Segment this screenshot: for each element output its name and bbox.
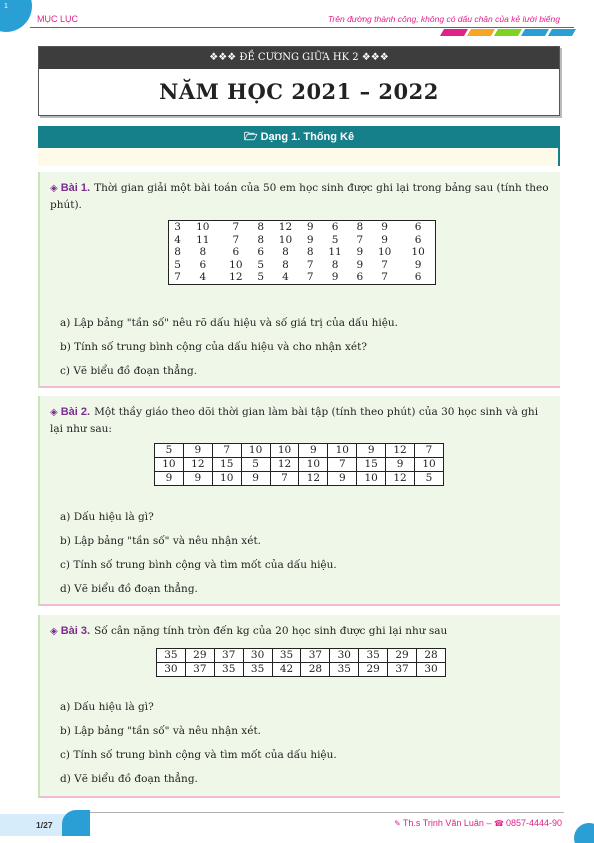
table-cell: 10 (328, 444, 357, 458)
table-cell: 15 (212, 458, 241, 472)
phone-number: 0857-4444-90 (505, 818, 562, 828)
table-row (169, 259, 436, 272)
table-row (155, 458, 444, 472)
stripe (440, 29, 468, 36)
page-corner-badge (0, 0, 32, 32)
header-motto: Trên đường thành công, không có dấu chân của kẻ lười biếng (327, 14, 560, 24)
exercise-card-2 (38, 396, 560, 606)
table-cell: 28 (417, 649, 446, 663)
table-cell: 7 (356, 233, 364, 246)
table-cell: 35 (330, 663, 359, 677)
table-cell: 12 (270, 458, 299, 472)
table-cell: 29 (185, 649, 214, 663)
table-cell: 29 (388, 649, 417, 663)
page-title: NĂM HỌC 2021 – 2022 (39, 69, 559, 115)
table-cell: 6 (414, 221, 422, 233)
table-row (169, 221, 436, 234)
section-header (38, 126, 560, 148)
table-cell: 8 (257, 221, 264, 233)
table-cell: 8 (257, 233, 264, 246)
question: b) Lập bảng "tần số" và nêu nhận xét. (60, 535, 261, 547)
table-row (157, 649, 446, 663)
diamond-arrows-icon: ◈ (50, 407, 58, 418)
exercise-prompt (40, 396, 560, 437)
table-cell: 9 (328, 472, 357, 486)
table-cell: 6 (257, 246, 264, 258)
table-cell: 6 (199, 258, 207, 271)
table-cell: 3 (174, 221, 181, 233)
page-number: 1/27 (0, 814, 74, 836)
table-cell: 7 (381, 258, 388, 271)
diamond-arrows-icon: ◈ (50, 183, 58, 194)
question: c) Tính số trung bình cộng và tìm mốt của dấu hiệu. (60, 749, 337, 761)
table-row (169, 234, 436, 247)
table-row (155, 444, 444, 458)
table-cell: 10 (411, 246, 425, 258)
table-cell: 7 (381, 271, 388, 283)
stripe (548, 29, 576, 36)
table-cell: 28 (301, 663, 330, 677)
table-cell: 8 (282, 246, 289, 258)
table-cell: 12 (386, 444, 415, 458)
table-cell: 12 (299, 472, 328, 486)
table-cell: 6 (232, 246, 240, 258)
table-cell: 8 (356, 221, 364, 233)
section-label: Dạng 1. Thống Kê (260, 131, 355, 143)
table-cell: 7 (174, 271, 181, 283)
table-cell: 6 (414, 233, 422, 246)
table-cell: 35 (214, 663, 243, 677)
table-cell: 9 (414, 258, 422, 271)
table-cell: 11 (328, 246, 342, 258)
table-cell: 8 (174, 246, 181, 258)
table-cell: 6 (331, 221, 339, 233)
table-cell: 7 (306, 271, 314, 283)
table-cell: 4 (282, 271, 289, 283)
table-cell: 8 (199, 246, 207, 258)
table-cell: 10 (299, 458, 328, 472)
table-cell: 9 (357, 444, 386, 458)
table-cell: 9 (155, 472, 184, 486)
table-cell: 4 (199, 271, 207, 283)
question: b) Lập bảng "tần số" và nêu nhận xét. (60, 725, 261, 737)
footer-divider (78, 812, 564, 813)
exercise-text: Số cân nặng tính tròn đến kg của 20 học sinh được ghi lại như sau (94, 625, 448, 637)
table-cell: 37 (301, 649, 330, 663)
table-cell: 7 (232, 233, 240, 246)
table-cell: 7 (415, 444, 444, 458)
table-cell: 5 (415, 472, 444, 486)
table-cell: 10 (212, 472, 241, 486)
table-cell: 9 (306, 233, 314, 246)
stripe (494, 29, 522, 36)
question: c) Vẽ biểu đồ đoạn thẳng. (60, 365, 198, 377)
table-cell: 35 (243, 663, 272, 677)
exercise-card-1 (38, 172, 560, 388)
exercise-prompt (40, 615, 560, 640)
footer-tab (62, 810, 90, 836)
table-cell: 9 (356, 258, 364, 271)
table-cell: 5 (331, 233, 339, 246)
pen-icon: ✎ (394, 819, 401, 828)
table-cell: 7 (270, 472, 299, 486)
table-cell: 9 (183, 444, 212, 458)
folder-open-icon: 🗁 (243, 131, 258, 143)
stripe (521, 29, 549, 36)
table-cell: 29 (359, 663, 388, 677)
table-cell: 6 (356, 271, 364, 283)
table-row (169, 271, 436, 284)
table-cell: 37 (388, 663, 417, 677)
stripe (467, 29, 495, 36)
table-cell: 10 (155, 458, 184, 472)
table-cell: 5 (257, 271, 264, 283)
table-cell: 6 (414, 271, 422, 283)
table-cell: 8 (331, 258, 339, 271)
table-cell: 8 (306, 246, 314, 258)
table-cell: 9 (331, 271, 339, 283)
exercise-label: Bài 1. (60, 182, 91, 194)
question: a) Dấu hiệu là gì? (60, 511, 154, 523)
table-cell: 7 (306, 258, 314, 271)
table-cell: 10 (415, 458, 444, 472)
table-cell: 10 (278, 233, 293, 246)
footer-corner (574, 823, 594, 843)
exercise-label: Bài 2. (60, 406, 91, 418)
exercise-text: Thời gian giải một bài toán của 50 em học sinh được ghi lại trong bảng sau (tính theo phút). (50, 182, 549, 211)
question: b) Tính số trung bình cộng của dấu hiệu và cho nhận xét? (60, 341, 367, 353)
phone-icon: ☎ (493, 819, 504, 828)
table-cell: 37 (185, 663, 214, 677)
data-table (156, 648, 446, 677)
table-cell: 10 (377, 246, 392, 258)
table-cell: 9 (306, 221, 314, 233)
table-cell: 5 (174, 258, 181, 271)
data-table (168, 220, 436, 285)
question: a) Lập bảng "tần số" nêu rõ dấu hiệu và số giá trị của dấu hiệu. (60, 317, 399, 329)
table-cell: 35 (272, 649, 301, 663)
table-cell: 35 (157, 649, 186, 663)
corner-number: 1 (4, 3, 8, 10)
table-cell: 30 (243, 649, 272, 663)
table-cell: 12 (183, 458, 212, 472)
table-cell: 4 (174, 233, 181, 246)
table-cell: 30 (330, 649, 359, 663)
table-cell: 10 (357, 472, 386, 486)
question: d) Vẽ biểu đồ đoạn thẳng. (60, 773, 198, 785)
toc-link[interactable]: MỤC LỤC (37, 14, 79, 24)
section-underlay (38, 148, 560, 166)
table-cell: 8 (282, 258, 289, 271)
table-cell: 7 (232, 221, 240, 233)
exercise-card-3 (38, 615, 560, 798)
diamond-arrows-icon: ◈ (50, 626, 58, 637)
table-cell: 35 (359, 649, 388, 663)
table-cell: 30 (157, 663, 186, 677)
table-cell: 9 (386, 458, 415, 472)
table-cell: 11 (196, 233, 210, 246)
exercise-prompt (40, 172, 560, 213)
author-name: Th.s Trịnh Văn Luân (402, 818, 484, 828)
table-cell: 10 (229, 258, 243, 271)
table-cell: 30 (417, 663, 446, 677)
exercise-text: Một thầy giáo theo dõi thời gian làm bài tập (tính theo phút) của 30 học sinh và ghi lại như sau: (50, 406, 539, 435)
table-cell: 12 (229, 271, 243, 283)
exercise-label: Bài 3. (60, 625, 91, 637)
table-cell: 7 (212, 444, 241, 458)
table-cell: 10 (196, 221, 210, 233)
table-cell: 9 (381, 221, 388, 233)
table-cell: 5 (257, 258, 264, 271)
question: d) Vẽ biểu đồ đoạn thẳng. (60, 583, 198, 595)
data-table (154, 443, 444, 486)
table-cell: 9 (381, 233, 388, 246)
table-cell: 9 (241, 472, 270, 486)
table-cell: 10 (270, 444, 299, 458)
table-cell: 12 (278, 221, 293, 233)
question: a) Dấu hiệu là gì? (60, 701, 154, 713)
footer-author (394, 818, 562, 828)
table-cell: 15 (357, 458, 386, 472)
table-cell: 42 (272, 663, 301, 677)
header-stripes (442, 29, 574, 36)
table-cell: 10 (241, 444, 270, 458)
table-cell: 7 (328, 458, 357, 472)
title-box (38, 46, 560, 116)
table-cell: 9 (183, 472, 212, 486)
question: c) Tính số trung bình cộng và tìm mốt của dấu hiệu. (60, 559, 337, 571)
table-cell: 5 (241, 458, 270, 472)
title-subheading: ❖❖❖ ĐỀ CƯƠNG GIỮA HK 2 ❖❖❖ (39, 47, 559, 69)
footer-separator: – (486, 818, 492, 828)
table-row (157, 663, 446, 677)
table-cell: 37 (214, 649, 243, 663)
table-cell: 12 (386, 472, 415, 486)
table-cell: 5 (155, 444, 184, 458)
table-row (155, 472, 444, 486)
table-row (169, 246, 436, 259)
header-divider (30, 27, 574, 28)
table-cell: 9 (356, 246, 364, 258)
table-cell: 9 (299, 444, 328, 458)
